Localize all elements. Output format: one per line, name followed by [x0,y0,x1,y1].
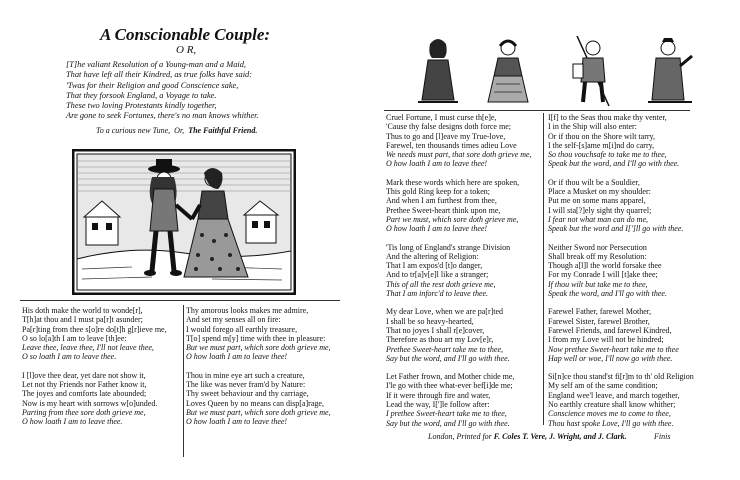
finis: Finis [654,432,671,441]
verse-line: Thy sweet behaviour and thy carriage, [186,389,309,399]
verse-line: T[o] spend m[y] time with thee in pleasure: [186,333,326,343]
verse-line: Put me on some mans apparel, [548,196,646,206]
verse-line: Conscience moves me to come to thee, [548,409,671,419]
verse-line: Say but the word, and I'll go with thee. [386,418,510,428]
intro-verse [66,60,326,122]
stanza [386,307,541,363]
verse-line: O how loath I am to leave thee! [186,417,288,427]
verse-line: And to tr[a]v[e]l like a stranger; [386,270,489,280]
verse-line: Let not thy Friends nor Father know it, [22,380,147,390]
verse-line: Hap well or woe, I'll now go with thee. [548,353,673,363]
verse-line: Neither Sword nor Persecution [548,242,647,252]
verse-line: 'Cause thy false designs doth force me; [386,122,511,132]
imprint-names: F. Coles T. Vere, J. Wright, and J. Clark. [493,432,627,441]
stanza [548,113,698,169]
verse-line: O how loath I am to leave thee! [386,159,488,169]
stanza [548,178,698,234]
verse-line: And set my senses all on fire: [186,315,281,325]
verse-line: I in the Ship will also enter: [548,122,637,132]
left-page-top-rule [20,300,340,301]
verse-line: Parting from thee sore doth grieve me, [22,407,146,417]
verse-line: But we must part, which sore doth grieve me, [186,343,331,353]
verse-line: Loves Queen by no means can disp[a]rage, [186,398,324,408]
verse-line: Lead the way, I[']le follow after: [386,400,490,410]
stanza [386,243,541,299]
verse-line: And when I am furthest from thee, [386,196,497,206]
verse-line: No earthly creature shall know whither; [548,400,676,410]
verse-line: O how loath I am to leave thee! [186,352,288,362]
verse-line: So thou vouchsafe to take me to thee, [548,150,667,160]
verse-line: That no joyes I shall r[e]cover, [386,325,485,335]
verse-line: Speak the word, and I'll go with thee. [548,289,667,299]
verse-line: Thou in mine eye art such a creature, [186,370,305,380]
stanza [386,372,541,428]
verse-line: This gold Ring keep for a token; [386,187,490,197]
intro-line: 'Twas for their Religion and good Conscience sake, [66,80,239,90]
tune-line [96,126,257,135]
verse-line: But we must part, which sore doth grieve me, [186,407,331,417]
verse-line: Thus to go and [l]eave my True-love, [386,131,506,141]
verse-line: My self am of the same condition; [548,381,658,391]
verse-line: We needs must part, that sore doth grieve me, [386,150,532,160]
stanza [548,372,698,428]
verse-line: Farewel, ten thousands times adieu Love [386,140,517,150]
verse-line: Say but the word, and I'll go with thee. [386,353,510,363]
verse-line: I would forego all earthly treasure, [186,324,298,334]
right-page-column-divider [543,113,544,425]
verse-line: My dear Love, when we are pa[r]ted [386,307,504,317]
stanza [186,371,342,427]
intro-line: Are gone to seek Fortunes, there's no man knows whither. [66,111,259,121]
verse-line: Farewel Friends, and farewel Kindred, [548,325,672,335]
right-column-2 [548,113,698,437]
verse-line: If it were through fire and water, [386,390,491,400]
verse-line: I prethee Sweet-heart take me to thee, [386,409,507,419]
left-column-1 [22,306,182,436]
verse-line: Part we must, which sore doth grieve me, [386,214,519,224]
intro-line: These two loving Protestants kindly together, [66,101,217,111]
stanza [22,306,182,362]
right-column-1 [386,113,541,437]
verse-line: For my Conrade I will [t]ake thee; [548,270,658,280]
tune-or: Or, [174,126,185,135]
stanza [386,113,541,169]
verse-line: I the self-[s]ame m[i]nd do carry, [548,140,655,150]
title-or: O R, [176,44,197,56]
intro-line: That they forsook England, a Voyage to take. [66,90,217,100]
verse-line: Farewel Sister, farewel Brother, [548,316,650,326]
imprint [428,432,627,441]
verse-line: England wee'l leave, and march together, [548,390,680,400]
verse-line: I will sta[?]ely sight thy quarrel; [548,205,652,215]
left-page-column-divider [183,305,184,457]
verse-line: I from my Love will not be hindred; [548,335,664,345]
tune-name: The Faithful Friend. [188,126,258,135]
imprint-prefix: London, Printed for [428,432,492,441]
verse-line: I[f] to the Seas thou make thy venter, [548,113,667,122]
verse-line: T[h]at thou and I must pa[r]t asunder; [22,315,143,325]
verse-line: And the altering of Religion: [386,251,479,261]
verse-line: Now prethee Sweet-heart take me to thee [548,344,679,354]
verse-line: Now is my heart with sorrows w[o]unded. [22,398,158,408]
verse-line: Thou hast spoke Love, I'll go with thee. [548,418,674,428]
verse-line: O how loath I am to leave thee! [386,224,488,234]
verse-line: O so loath I am to leave thee. [22,352,117,362]
verse-line: Prethee Sweet-heart think upon me, [386,205,501,215]
right-page-top-rule [384,110,690,111]
verse-line: 'Tis long of England's strange Division [386,242,511,252]
left-column-2 [186,306,342,436]
stanza [548,243,698,299]
verse-line: Though a[l]l the world forsake thee [548,261,662,271]
verse-line: Or if thou on the Shore wilt tarry, [548,131,656,141]
verse-line: If thou wilt but take me to thee, [548,279,648,289]
verse-line: Place a Musket on my shoulder: [548,187,651,197]
verse-line: Si[n]ce thou stand'st fi[r]m to th' old Religion [548,372,694,382]
verse-line: O so lo[a]th I am to leave [th]ee: [22,333,127,343]
verse-line: Speak but the word and I[']ll go with thee. [548,224,684,234]
ballad-title: A Conscionable Couple: [100,25,271,44]
verse-line: This of all the rest doth grieve me, [386,279,496,289]
stanza [386,178,541,234]
verse-line: That I am expos'd [t]o danger, [386,261,483,271]
intro-line: That have left all their Kindred, as true folks have said: [66,70,253,80]
verse-line: Thy amorous looks makes me admire, [186,306,309,315]
verse-line: I fear not what man can do me, [548,214,648,224]
tune-prefix: To a curious new Tune, [96,126,171,135]
stanza [22,371,182,427]
verse-line: Pa[r]ting from thee s[o]re do[t]h g[r]ieve me, [22,324,167,334]
verse-line: I'le go with thee what-ever bef[i]de me; [386,381,513,391]
verse-line: Shall break off my Resolution: [548,251,647,261]
verse-line: Prethee Sweet-heart take me to thee, [386,344,503,354]
verse-line: That I am inforc'd to leave thee. [386,289,489,299]
stanza [548,307,698,363]
verse-line: Mark these words which here are spoken, [386,177,520,187]
stanza [186,306,342,362]
verse-line: Leave thee, leave thee, I'll not leave thee, [22,343,154,353]
verse-line: Cruel Fortune, I must curse th[e]e, [386,113,497,122]
verse-line: Speak but the word, and I'll go with thee. [548,159,680,169]
verse-line: His doth make the world to wonde[r], [22,306,143,315]
verse-line: The joyes and comforts late abounded; [22,389,147,399]
verse-line: O how loath I am to leave thee. [22,417,123,427]
four-figures-woodcut-image [408,36,698,108]
verse-line: Therefore as thou art my Lov[e]r, [386,335,494,345]
verse-line: Or if thou wilt be a Souldier, [548,177,640,187]
verse-line: I shall be so heavy-hearted, [386,316,474,326]
couple-woodcut-image [72,149,296,295]
intro-line: [T]he valiant Resolution of a Young-man and a Maid, [66,60,246,69]
verse-line: The like was never fram'd by Nature: [186,380,306,390]
verse-line: Let Father frown, and Mother chide me, [386,372,515,382]
verse-line: I [l]ove thee dear, yet dare not show it, [22,370,146,380]
verse-line: Farewel Father, farewel Mother, [548,307,652,317]
